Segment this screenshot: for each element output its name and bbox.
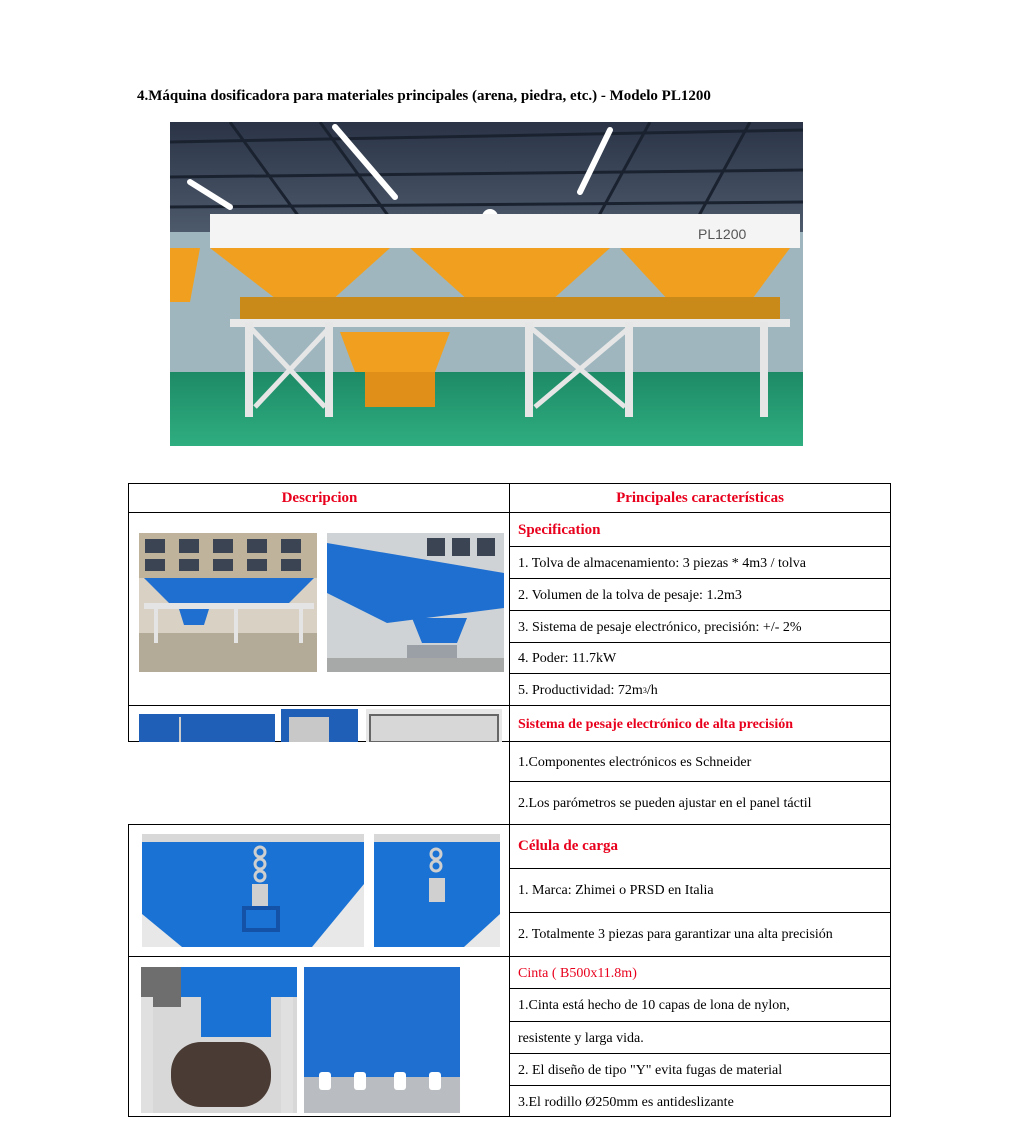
weighing-heading: Sistema de pesaje electrónico de alta precisión (518, 716, 794, 732)
weighing-item: 1.Componentes electrónicos es Schneider (518, 754, 752, 770)
load-cell-photo-1 (142, 834, 364, 947)
belt-photo-2 (304, 967, 460, 1113)
belt-heading: Cinta ( B500x11.8m) (518, 965, 637, 981)
spec-item: 3. Sistema de pesaje electrónico, precisión: +/- 2% (518, 619, 802, 635)
header-caracteristicas: Principales características (616, 490, 784, 506)
belt-item: 1.Cinta está hecho de 10 capas de lona de nylon, (518, 997, 790, 1013)
belt-item: resistente y larga vida. (518, 1031, 644, 1046)
spec-item: 1. Tolva de almacenamiento: 3 piezas * 4m3 / tolva (518, 555, 807, 571)
spec-item: 4. Poder: 11.7kW (518, 651, 617, 666)
weighing-photo-3 (366, 709, 502, 742)
spec-item: 2. Volumen de la tolva de pesaje: 1.2m3 (518, 587, 742, 603)
header-descripcion: Descripcion (281, 490, 358, 506)
load-cell-item: 2. Totalmente 3 piezas para garantizar una alta precisión (518, 926, 833, 942)
weighing-photo-2 (281, 709, 358, 742)
weighing-photo-1 (139, 709, 275, 742)
belt-photo-1 (141, 967, 297, 1113)
spec-photo-side (327, 533, 504, 672)
page-title: 4.Máquina dosificadora para materiales principales (arena, piedra, etc.) - Modelo PL1200 (137, 88, 711, 104)
svg-text:PL1200: PL1200 (698, 226, 747, 242)
belt-item: 2. El diseño de tipo "Y" evita fugas de material (518, 1062, 783, 1078)
belt-item: 3.El rodillo Ø250mm es antideslizante (518, 1094, 734, 1110)
spec-photo-front (139, 533, 317, 672)
weighing-item: 2.Los parómetros se pueden ajustar en el panel táctil (518, 795, 812, 811)
load-cell-item: 1. Marca: Zhimei o PRSD en Italia (518, 882, 714, 898)
batching-machine-photo (170, 122, 803, 446)
load-cell-heading: Célula de carga (518, 838, 618, 854)
spec-item-productivity: 5. Productividad: 72m 3 /h (518, 682, 658, 698)
spec-heading: Specification (518, 522, 601, 538)
load-cell-photo-2 (374, 834, 500, 947)
